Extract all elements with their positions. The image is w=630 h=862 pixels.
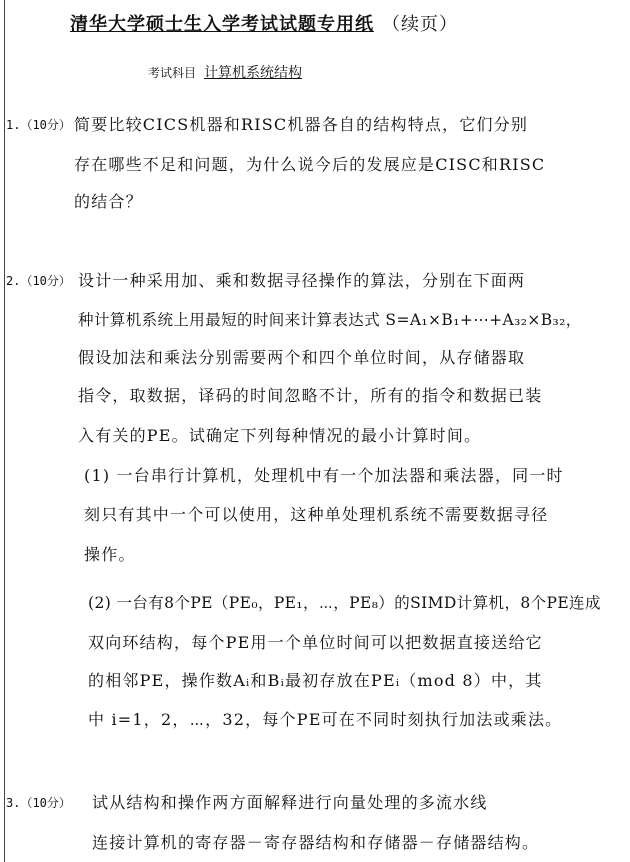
question-line: 双向环结构，每个PE用一个单位时间可以把数据直接送给它 xyxy=(88,633,543,652)
question-line: (2) 一台有8个PE（PE₀，PE₁，⋯，PE₈）的SIMD计算机，8个PE连成 xyxy=(88,594,601,612)
question-line: (1) 一台串行计算机，处理机中有一个加法器和乘法器，同一时 xyxy=(84,466,564,485)
question-line: 假设加法和乘法分别需要两个和四个单位时间，从存储器取 xyxy=(78,348,526,367)
question-line: 连接计算机的寄存器－寄存器结构和存储器－存储器结构。 xyxy=(92,833,540,852)
question-line: 的相邻PE，操作数Aᵢ和Bᵢ最初存放在PEᵢ（mod 8）中，其 xyxy=(88,671,543,690)
question-line: 操作。 xyxy=(84,545,136,564)
title-continuation: （续页） xyxy=(382,14,458,35)
subject-label: 考试科目 xyxy=(148,66,197,80)
question-line: 指令，取数据，译码的时间忽略不计，所有的指令和数据已装 xyxy=(78,386,543,405)
question-line: 种计算机系统上用最短的时间来计算表达式 S=A₁×B₁+⋯+A₃₂×B₃₂， xyxy=(78,311,582,329)
question-line: 存在哪些不足和问题，为什么说今后的发展应是CISC和RISC xyxy=(74,155,546,174)
left-margin-rule xyxy=(4,0,5,862)
question-number: 1.（10分） xyxy=(6,118,71,132)
title-main: 清华大学硕士生入学考试试题专用纸 xyxy=(70,14,374,35)
page-title xyxy=(70,10,550,36)
question-line: 简要比较CICS机器和RISC机器各自的结构特点，它们分别 xyxy=(74,115,529,134)
question-number: 2.（10分） xyxy=(6,274,71,288)
question-line: 试从结构和操作两方面解释进行向量处理的多流水线 xyxy=(92,793,488,812)
question-line: 刻只有其中一个可以使用，这种单处理机系统不需要数据寻径 xyxy=(84,505,549,524)
subject-name: 计算机系统结构 xyxy=(204,65,303,81)
question-line: 中 i=1，2，⋯，32，每个PE可在不同时刻执行加法或乘法。 xyxy=(88,710,563,729)
subject-line xyxy=(148,62,302,82)
question-line: 的结合？ xyxy=(74,192,143,211)
question-line: 入有关的PE。试确定下列每种情况的最小计算时间。 xyxy=(78,426,482,445)
question-line: 设计一种采用加、乘和数据寻径操作的算法，分别在下面两 xyxy=(78,271,526,290)
question-number: 3.（10分） xyxy=(6,796,71,810)
